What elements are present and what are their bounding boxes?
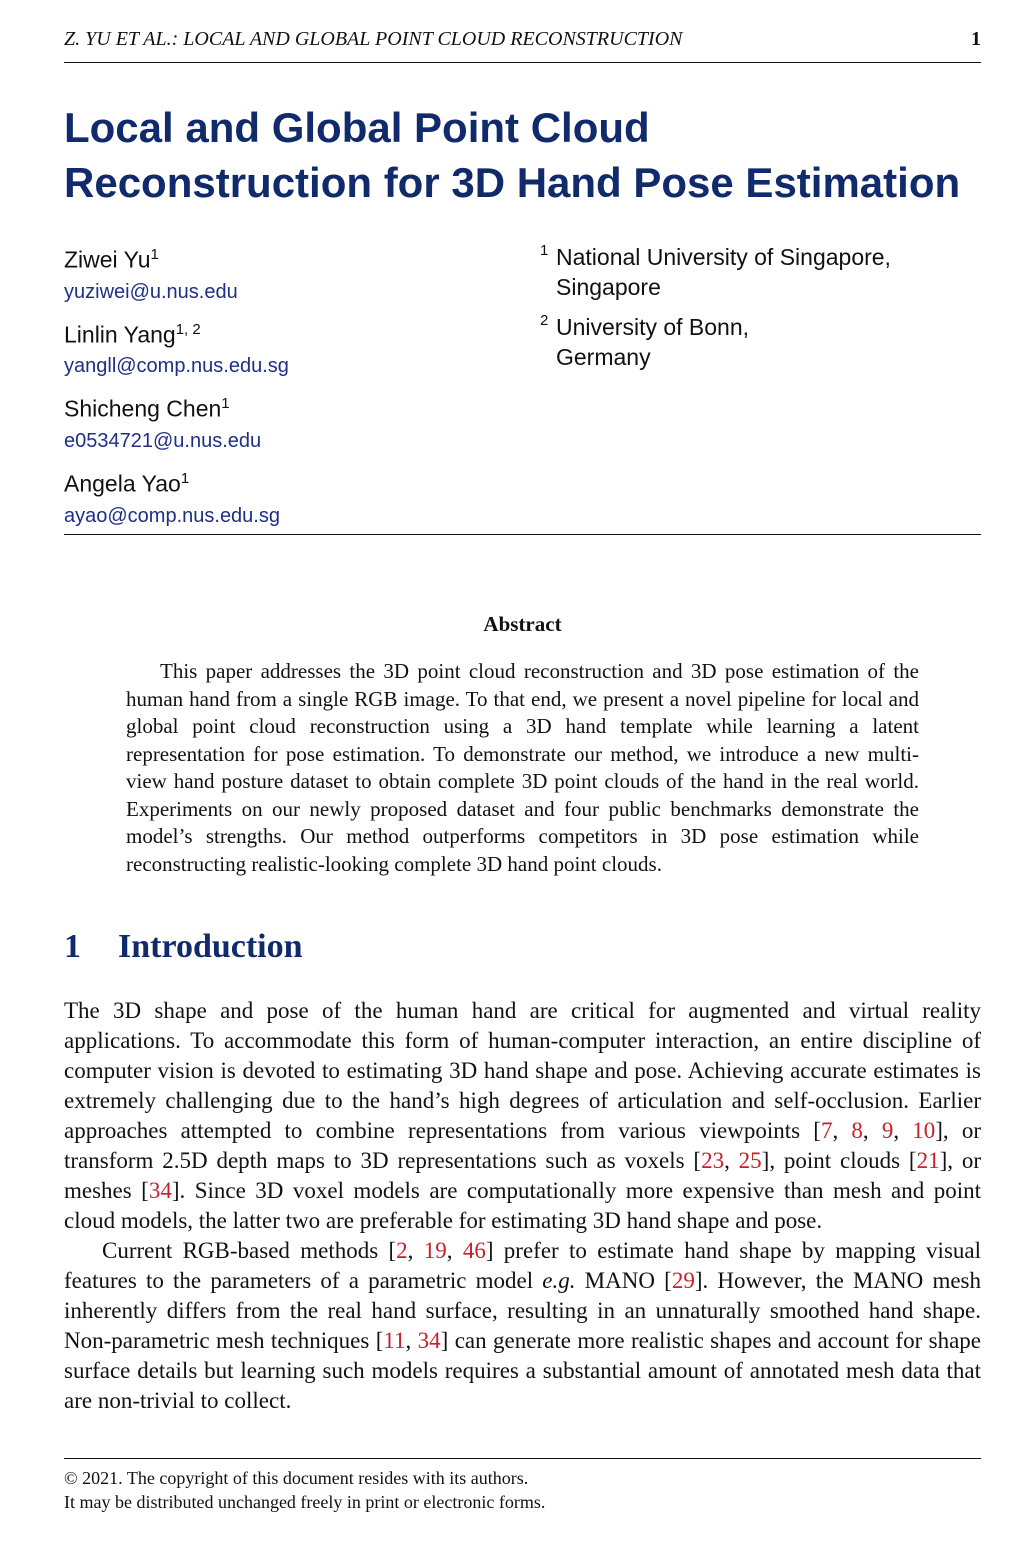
author-block xyxy=(64,389,504,454)
title-line-2: Reconstruction for 3D Hand Pose Estimation xyxy=(64,159,961,206)
abstract-heading: Abstract xyxy=(483,612,562,636)
page-number: 1 xyxy=(971,28,981,50)
author-block xyxy=(64,464,504,529)
paragraph: Current RGB-based methods [2, 19, 46] prefer to estimate hand shape by mapping visual features to the parameters of a parametric model e.g. MANO [29]. However, the MANO mesh inherently differs from the real hand surface, resulting in an unnaturally smoothed hand shape. Non-parametric mesh techniques [11, 34] can generate more realistic shapes and account for shape surface details but learning such models requires a substantial amount of annotated mesh data that are non-trivial to collect. xyxy=(64,1238,981,1413)
citation-link[interactable]: 34 xyxy=(417,1328,441,1353)
affiliation-item: 1 National University of Singapore, Singapore xyxy=(540,242,891,300)
section-body xyxy=(64,996,981,1416)
citation-link[interactable]: 9 xyxy=(881,1118,894,1143)
title-line-1: Local and Global Point Cloud xyxy=(64,104,650,151)
citation-link[interactable]: 2 xyxy=(396,1238,408,1263)
citation-link[interactable]: 19 xyxy=(423,1238,447,1263)
citation-link[interactable]: 34 xyxy=(148,1178,172,1203)
section-heading xyxy=(64,928,303,966)
running-header xyxy=(64,28,981,60)
citation-link[interactable]: 7 xyxy=(820,1118,833,1143)
author-rule xyxy=(64,534,981,535)
copyright-footnote xyxy=(64,1466,981,1514)
author-list xyxy=(64,240,504,539)
section-number: 1 xyxy=(64,928,81,965)
citation-link[interactable]: 21 xyxy=(916,1148,940,1173)
author-name: Linlin Yang$^{1, 2}$ xyxy=(64,320,201,348)
author-email-link[interactable]: yangll@comp.nus.edu.sg xyxy=(64,355,289,378)
author-email-link[interactable]: yuziwei@u.nus.edu xyxy=(64,280,238,303)
author-name: Shicheng Chen$^1$ xyxy=(64,395,230,422)
citation-link[interactable]: 11 xyxy=(383,1328,406,1353)
author-name: Angela Yao$^1$ xyxy=(64,469,190,497)
citation-link[interactable]: 46 xyxy=(462,1238,486,1263)
citation-link[interactable]: 23 xyxy=(701,1148,725,1173)
footnote-line-2: It may be distributed unchanged freely in print or electronic forms. xyxy=(64,1492,546,1512)
citation-link[interactable]: 25 xyxy=(738,1148,762,1173)
affiliation-list xyxy=(540,242,980,382)
paper-title xyxy=(64,100,1004,210)
citation-link[interactable]: 8 xyxy=(851,1118,863,1143)
paragraph: The 3D shape and pose of the human hand are critical for augmented and virtual reality applications. To accommodate this form of human-computer interaction, an entire discipline of computer vision is devoted to estimating 3D hand shape and pose. Achieving accurate estimates is extremely challenging due to the hand’s high degrees of articulation and self-occlusion. Earlier approaches attempted to combine representations from various viewpoints [7, 8, 9, 10], or transform 2.5D depth maps to 3D representations such as voxels [23, 25], point clouds [21], or meshes [34]. Since 3D voxel models are computationally more expensive than mesh and point cloud models, the latter two are preferable for estimating 3D hand shape and pose. xyxy=(64,998,982,1233)
author-block xyxy=(64,240,504,305)
running-title: Z. YU ET AL.: LOCAL AND GLOBAL POINT CLOUD RECONSTRUCTION xyxy=(64,28,683,50)
author-email-link[interactable]: ayao@comp.nus.edu.sg xyxy=(64,504,280,527)
author-name: Ziwei Yu$^1$ xyxy=(64,246,159,273)
footnote-rule xyxy=(64,1458,981,1459)
header-rule xyxy=(64,62,981,63)
author-email-link[interactable]: e0534721@u.nus.edu xyxy=(64,429,262,452)
abstract-text: This paper addresses the 3D point cloud reconstruction and 3D pose estimation of the human hand from a single RGB image. To that end, we present a novel pipeline for local and global point cloud reconstruction using a 3D hand template while learning a latent representation for pose estimation. To demonstrate our method, we introduce a new multi-view hand posture dataset to obtain complete 3D point clouds of the hand in the real world. Experiments on our newly proposed dataset and four public benchmarks demonstrate the model’s strengths. Our method outperforms competitors in 3D pose estimation while reconstructing realistic-looking complete 3D hand point clouds. xyxy=(126,659,919,876)
footnote-line-1: © 2021. The copyright of this document resides with its authors. xyxy=(64,1468,529,1488)
citation-link[interactable]: 29 xyxy=(671,1268,695,1293)
section-title: Introduction xyxy=(118,928,303,965)
citation-link[interactable]: 10 xyxy=(912,1118,936,1143)
affiliation-item: 2 University of Bonn, Germany xyxy=(540,312,750,370)
author-block xyxy=(64,315,504,380)
